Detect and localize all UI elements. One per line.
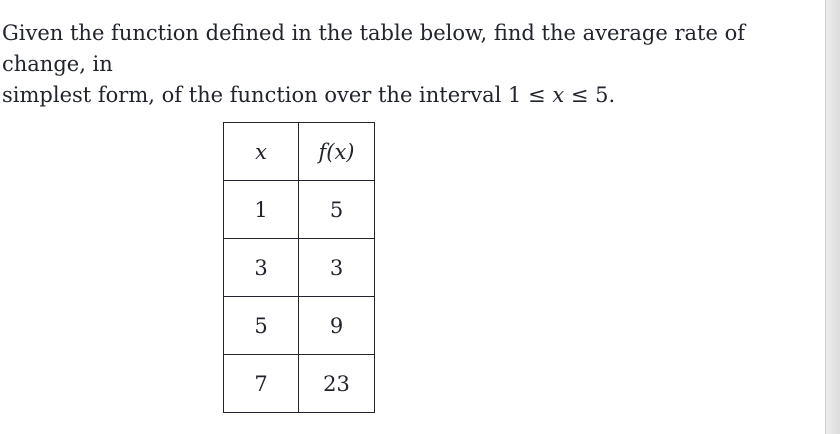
table-row [224,297,375,355]
header-x: x [224,123,299,181]
question-line-2: simplest form, of the function over the interval [2,83,508,107]
cell-x: 3 [224,239,299,297]
question-line-1: Given the function defined in the table below, find the average rate of change, in [2,21,745,76]
scrollbar-edge[interactable] [825,0,840,434]
interval-op-2: ≤ [570,83,589,107]
interval-lower: 1 [507,83,522,107]
table-row [224,239,375,297]
cell-fx: 5 [299,181,375,239]
interval-expression [508,83,615,107]
table-row [224,181,375,239]
table-header-row [224,123,375,181]
cell-x: 7 [224,355,299,413]
cell-fx: 23 [299,355,375,413]
interval-upper: 5 [595,83,609,107]
interval-var: x [552,83,565,107]
table-row [224,355,375,413]
cell-fx: 3 [299,239,375,297]
cell-x: 5 [224,297,299,355]
question-text [2,18,802,111]
function-table [223,122,375,413]
interval-period: . [608,83,616,107]
cell-x: 1 [224,181,299,239]
header-fx: f(x) [299,123,375,181]
cell-fx: 9 [299,297,375,355]
interval-op-1: ≤ [528,83,546,107]
